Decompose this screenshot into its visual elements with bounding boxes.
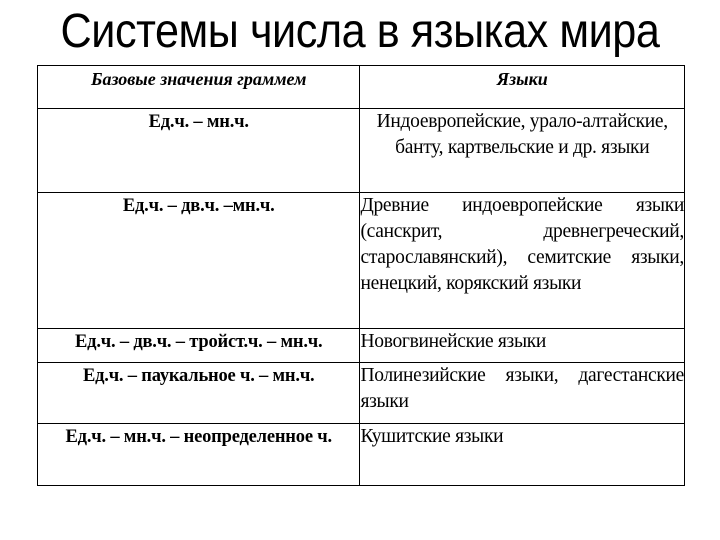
languages-cell: Индоевропейские, урало-алтайские, банту, картвельские и др. языки — [360, 109, 685, 193]
slide-title: Системы числа в языках мира — [60, 5, 660, 58]
grammemes-cell: Ед.ч. – дв.ч. –мн.ч. — [38, 193, 360, 329]
table-row — [38, 329, 685, 363]
number-systems-table — [37, 65, 685, 486]
table-row — [38, 193, 685, 329]
header-languages: Языки — [360, 66, 685, 109]
table-row — [38, 109, 685, 193]
grammemes-cell: Ед.ч. – паукальное ч. – мн.ч. — [38, 363, 360, 424]
languages-cell: Полинезийские языки, дагестанские языки — [360, 363, 685, 424]
languages-cell: Кушитские языки — [360, 424, 685, 486]
languages-cell: Древние индоевропейские языки (санскрит, древнегреческий, старославянский), семитские языки, ненецкий, корякский языки — [360, 193, 685, 329]
grammemes-cell: Ед.ч. – мн.ч. – неопределенное ч. — [38, 424, 360, 486]
grammemes-cell: Ед.ч. – мн.ч. — [38, 109, 360, 193]
languages-cell: Новогвинейские языки — [360, 329, 685, 363]
grammemes-cell: Ед.ч. – дв.ч. – тройст.ч. – мн.ч. — [38, 329, 360, 363]
table-header-row — [38, 66, 685, 109]
table-row — [38, 424, 685, 486]
header-grammemes: Базовые значения граммем — [38, 66, 360, 109]
table-row — [38, 363, 685, 424]
